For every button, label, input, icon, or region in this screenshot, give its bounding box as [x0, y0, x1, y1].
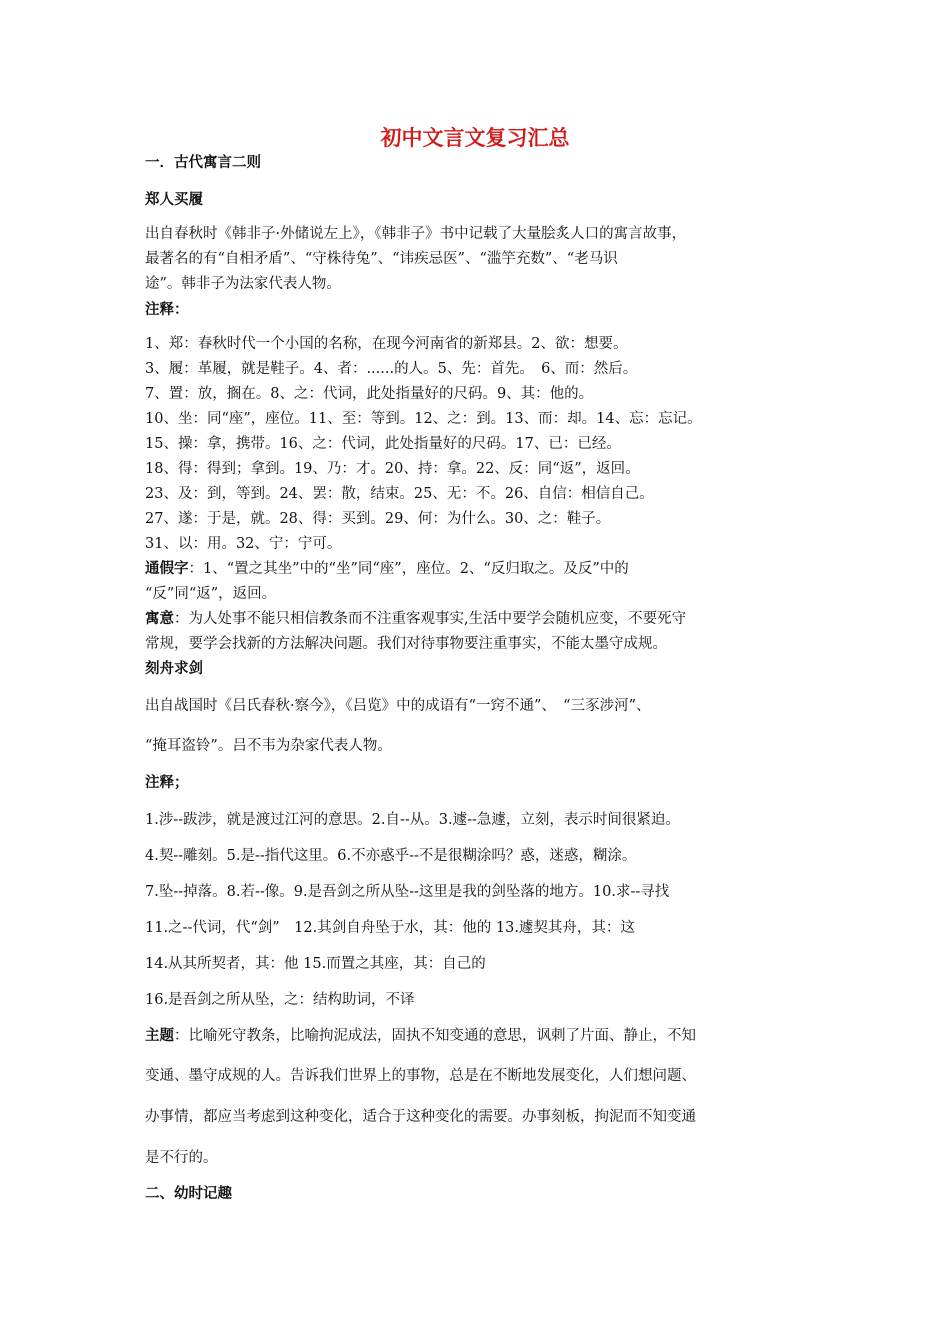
section-heading-2: 二、幼时记趣 — [145, 1186, 232, 1202]
tongjia-text: ：1、“置之其坐”中的“坐”同“座”，座位。2、“反归取之。及反”中的 — [188, 561, 629, 577]
story1-tongjia-line: “反”同“返”，返回。 — [145, 586, 277, 602]
story-title-zheng-ren-mai-lv: 郑人买履 — [145, 192, 203, 208]
story2-note-line: 14.从其所契者，其：他 15.而置之其座，其：自己的 — [145, 956, 486, 972]
story1-note-line: 15、操：拿，携带。16、之：代词，此处指量好的尺码。17、已：已经。 — [145, 436, 621, 452]
story-title-ke-zhou-qiu-jian: 刻舟求剑 — [145, 661, 203, 677]
story1-notes-label: 注释： — [145, 302, 189, 318]
story2-note-line: 1.涉--跋涉，就是渡过江河的意思。2.自--从。3.遽--急遽，立刻，表示时间很紧迫。 — [145, 812, 680, 828]
story2-notes-label: 注释； — [145, 775, 189, 791]
story1-note-line: 1、郑：春秋时代一个小国的名称，在现今河南省的新郑县。2、欲：想要。 — [145, 336, 628, 352]
theme-text: ：比喻死守教条，比喻拘泥成法，固执不知变通的意思，讽刺了片面、静止，不知 — [174, 1028, 696, 1044]
story1-intro-line: 途”。韩非子为法家代表人物。 — [145, 276, 341, 292]
yuyi-label: 寓意 — [145, 611, 174, 627]
story2-theme-line: 变通、墨守成规的人。告诉我们世界上的事物，总是在不断地发展变化，人们想问题、 — [145, 1068, 696, 1084]
section-heading-1: 一．古代寓言二则 — [145, 155, 261, 171]
tongjia-label: 通假字 — [145, 561, 189, 577]
story2-note-line: 11.之--代词，代“剑” 12.其剑自舟坠于水，其：他的 13.遽契其舟，其：这 — [145, 920, 635, 936]
story2-note-line: 16.是吾剑之所从坠，之：结构助词，不译 — [145, 992, 415, 1008]
story2-intro-line: 出自战国时《吕氏春秋·察今》，《吕览》中的成语有“一窍不通”、 “三豕涉河”、 — [145, 698, 651, 714]
story1-note-line: 23、及：到，等到。24、罢：散，结束。25、无：不。26、自信：相信自己。 — [145, 486, 654, 502]
story1-note-line: 3、履：革履，就是鞋子。4、者：......的人。5、先：首先。 6、而：然后。 — [145, 361, 638, 377]
story1-note-line: 31、以：用。32、宁：宁可。 — [145, 536, 342, 552]
story1-note-line: 18、得：得到；拿到。19、乃：才。20、持：拿。22、反：同“返”，返回。 — [145, 461, 640, 477]
story1-note-line: 10、坐：同“座”，座位。11、至：等到。12、之：到。13、而：却。14、忘：忘记。 — [145, 411, 702, 427]
story2-note-line: 4.契--雕刻。5.是--指代这里。6.不亦惑乎--不是很糊涂吗？惑，迷惑，糊涂。 — [145, 848, 637, 864]
story1-yuyi-line: 常规，要学会找新的方法解决问题。我们对待事物要注重事实，不能太墨守成规。 — [145, 636, 667, 652]
theme-label: 主题 — [145, 1028, 174, 1044]
document-title: 初中文言文复习汇总 — [380, 126, 570, 150]
story2-theme-line — [145, 1026, 825, 1046]
story1-note-line: 7、置：放，搁在。8、之：代词，此处指量好的尺码。9、其：他的。 — [145, 386, 594, 402]
story1-yuyi-line — [145, 609, 825, 629]
story1-note-line: 27、遂：于是，就。28、得：买到。29、何：为什么。30、之：鞋子。 — [145, 511, 611, 527]
story2-theme-line: 办事情，都应当考虑到这种变化，适合于这种变化的需要。办事刻板，拘泥而不知变通 — [145, 1109, 696, 1125]
story1-intro-line: 出自春秋时《韩非子·外储说左上》，《韩非子》书中记载了大量脍炙人口的寓言故事， — [145, 226, 687, 242]
yuyi-text: ：为人处事不能只相信教条而不注重客观事实,生活中要学会随机应变，不要死守 — [174, 611, 687, 627]
story1-intro-line: 最著名的有“自相矛盾”、“守株待兔”、“讳疾忌医”、“滥竽充数”、“老马识 — [145, 251, 618, 267]
story2-intro-line: “掩耳盗铃”。吕不韦为杂家代表人物。 — [145, 738, 392, 754]
story2-theme-line: 是不行的。 — [145, 1150, 218, 1166]
story1-tongjia-line — [145, 559, 825, 579]
story2-note-line: 7.坠--掉落。8.若--像。9.是吾剑之所从坠--这里是我的剑坠落的地方。10.求--寻找 — [145, 884, 670, 900]
